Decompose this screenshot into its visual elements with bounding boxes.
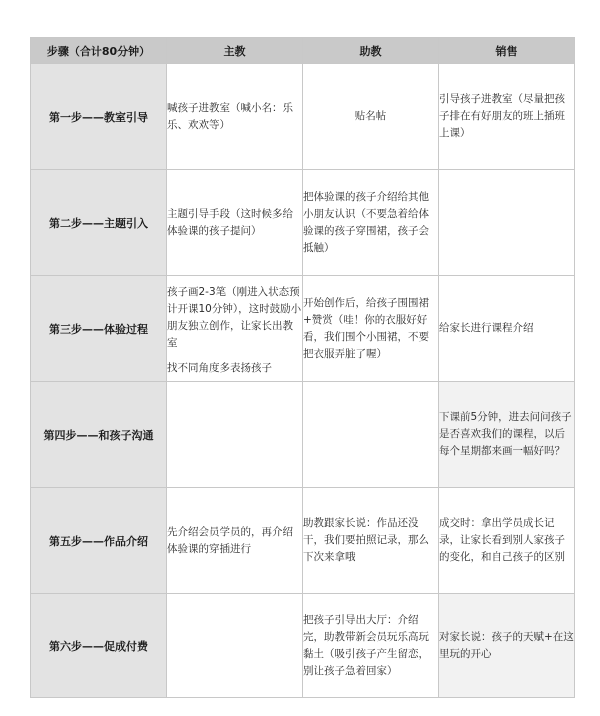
- teacher-note-text: 找不同角度多表扬孩子: [167, 362, 272, 374]
- step-cell: 第四步——和孩子沟通: [31, 382, 167, 488]
- sales-cell: 对家长说：孩子的天赋+在这里玩的开心: [439, 594, 575, 698]
- sales-cell: 给家长进行课程介绍: [439, 276, 575, 382]
- teacher-cell: 主题引导手段（这时候多给体验课的孩子提问）: [167, 170, 303, 276]
- sales-cell: 成交时：拿出学员成长记录，让家长看到别人家孩子的变化，和自己孩子的区别: [439, 488, 575, 594]
- teacher-cell: 先介绍会员学员的，再介绍体验课的穿插进行: [167, 488, 303, 594]
- assistant-cell: [303, 382, 439, 488]
- header-row: [31, 38, 575, 64]
- assistant-cell: 开始创作后，给孩子围围裙+赞赏（哇！你的衣服好好看，我们围个小围裙，不要把衣服弄脏了喔）: [303, 276, 439, 382]
- step-cell: 第五步——作品介绍: [31, 488, 167, 594]
- assistant-cell: 贴名帖: [303, 64, 439, 170]
- assistant-cell: 把体验课的孩子介绍给其他小朋友认识（不要急着给体验课的孩子穿围裙，孩子会抵触）: [303, 170, 439, 276]
- sales-cell: [439, 170, 575, 276]
- step-cell: 第二步——主题引入: [31, 170, 167, 276]
- step-cell: 第三步——体验过程: [31, 276, 167, 382]
- table-row: [31, 594, 575, 698]
- teacher-cell: 喊孩子进教室（喊小名：乐乐、欢欢等）: [167, 64, 303, 170]
- teacher-cell: [167, 594, 303, 698]
- assistant-cell: 把孩子引导出大厅：介绍完，助教带新会员玩乐高玩黏土（吸引孩子产生留恋，别让孩子急着回家）: [303, 594, 439, 698]
- header-teacher: 主教: [167, 38, 303, 64]
- step-cell: 第一步——教室引导: [31, 64, 167, 170]
- teacher-main-text: 孩子画2-3笔（刚进入状态预计开课10分钟），这时鼓励小朋友独立创作，让家长出教室: [167, 286, 302, 349]
- sales-cell: 下课前5分钟，进去问问孩子是否喜欢我们的课程，以后每个星期都来画一幅好吗？: [439, 382, 575, 488]
- step-cell: 第六步——促成付费: [31, 594, 167, 698]
- sales-cell: 引导孩子进教室（尽量把孩子排在有好朋友的班上插班上课）: [439, 64, 575, 170]
- table-row: [31, 276, 575, 382]
- header-assistant: 助教: [303, 38, 439, 64]
- table-row: [31, 170, 575, 276]
- header-sales: 销售: [439, 38, 575, 64]
- header-step: 步骤（合计80分钟）: [31, 38, 167, 64]
- teacher-cell: [167, 382, 303, 488]
- table-row: [31, 488, 575, 594]
- trial-class-sop-table: [30, 37, 575, 698]
- assistant-cell: 助教跟家长说：作品还没干，我们要拍照记录，那么下次来拿哦: [303, 488, 439, 594]
- teacher-cell: [167, 276, 303, 382]
- table-row: [31, 64, 575, 170]
- table-row: [31, 382, 575, 488]
